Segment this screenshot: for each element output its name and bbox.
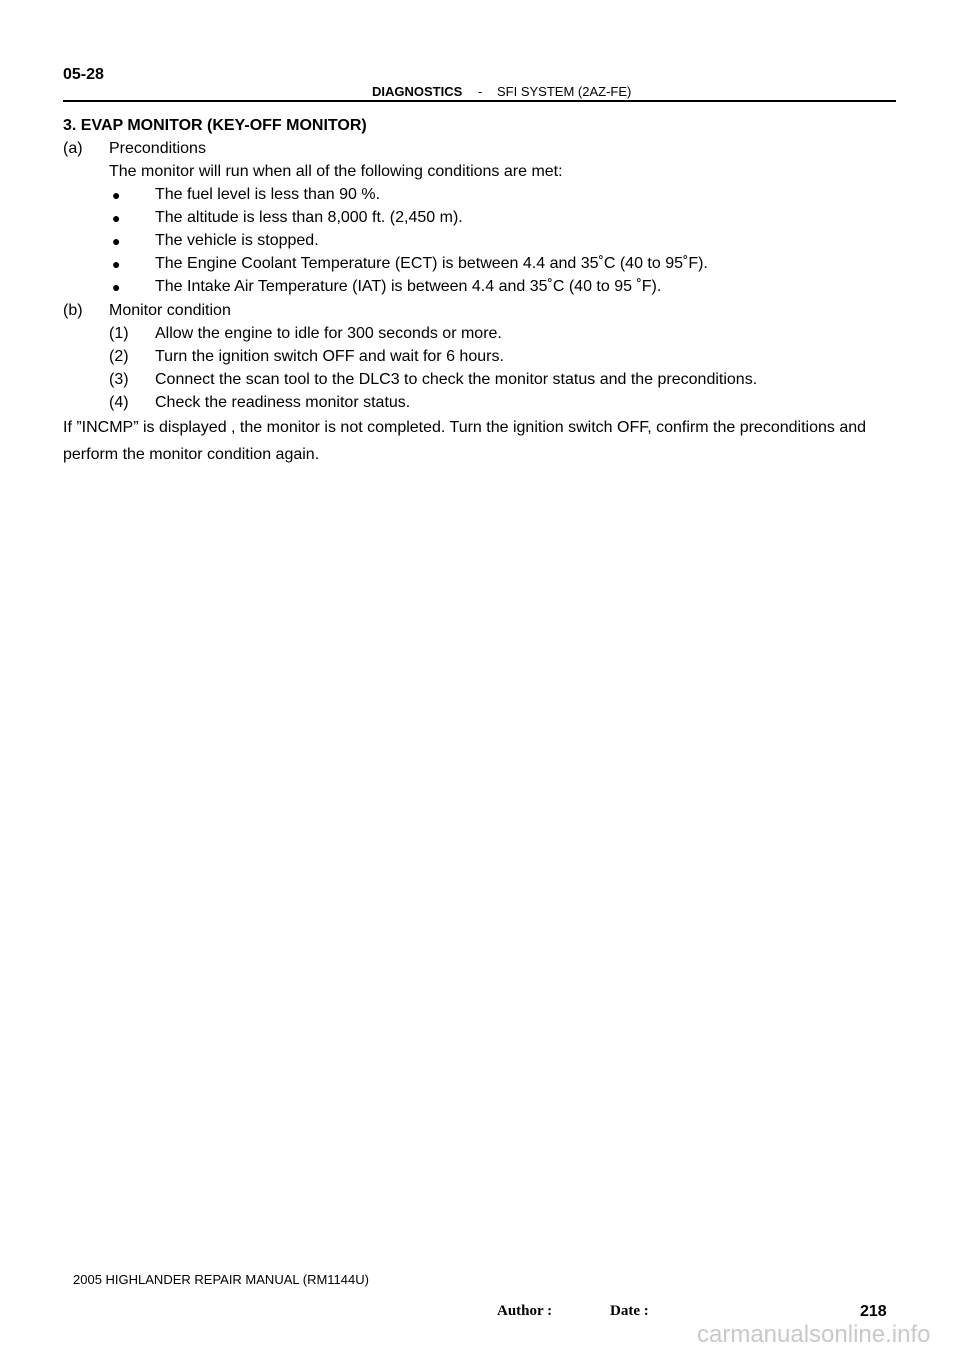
- header-section: DIAGNOSTICS: [372, 84, 463, 99]
- footer-date-label: Date :: [610, 1303, 649, 1319]
- step-text: Connect the scan tool to the DLC3 to check the monitor status and the preconditions.: [155, 371, 758, 388]
- item-a-row: [0, 140, 960, 162]
- closing-paragraph: If ”INCMP” is displayed , the monitor is not completed. Turn the ignition switch OFF, confirm the preconditions and perform the monitor condition again.: [63, 419, 867, 463]
- footer-page-number: 218: [860, 1303, 887, 1320]
- step-number: (3): [109, 371, 129, 388]
- bullet-icon: ●: [112, 279, 121, 295]
- step-item: [0, 348, 960, 370]
- bullet-icon: ●: [112, 210, 121, 226]
- footer-manual-title: 2005 HIGHLANDER REPAIR MANUAL (RM1144U): [73, 1272, 369, 1287]
- bullet-item: [0, 278, 960, 300]
- footer-author-label: Author :: [497, 1303, 553, 1319]
- header-rule: [63, 100, 896, 102]
- watermark: carmanualsonline.info: [697, 1321, 931, 1348]
- step-item: [0, 394, 960, 416]
- step-number: (4): [109, 394, 129, 411]
- bullet-item: [0, 255, 960, 277]
- bullet-icon: ●: [112, 233, 121, 249]
- bullet-text: The fuel level is less than 90 %.: [155, 186, 381, 203]
- item-b-title: Monitor condition: [109, 302, 231, 319]
- item-b-row: [0, 302, 960, 324]
- item-b-label: (b): [63, 302, 83, 319]
- item-a-label: (a): [63, 140, 83, 157]
- item-a-title: Preconditions: [109, 140, 206, 157]
- bullet-text: The Intake Air Temperature (IAT) is between 4.4 and 35˚C (40 to 95 ˚F).: [155, 278, 662, 295]
- step-text: Allow the engine to idle for 300 seconds or more.: [155, 325, 502, 342]
- bullet-item: [0, 186, 960, 208]
- step-number: (2): [109, 348, 129, 365]
- header-separator: -: [478, 84, 483, 99]
- step-text: Turn the ignition switch OFF and wait for 6 hours.: [155, 348, 504, 365]
- header-subsection: SFI SYSTEM (2AZ-FE): [497, 84, 632, 99]
- item-a-intro: The monitor will run when all of the following conditions are met:: [109, 163, 563, 180]
- section-heading: 3. EVAP MONITOR (KEY-OFF MONITOR): [63, 117, 367, 134]
- bullet-text: The Engine Coolant Temperature (ECT) is between 4.4 and 35˚C (40 to 95˚F).: [155, 255, 708, 272]
- step-item: [0, 325, 960, 347]
- bullet-item: [0, 209, 960, 231]
- step-text: Check the readiness monitor status.: [155, 394, 411, 411]
- bullet-text: The vehicle is stopped.: [155, 232, 319, 249]
- page-number: 05-28: [63, 66, 104, 83]
- bullet-item: [0, 232, 960, 254]
- step-number: (1): [109, 325, 129, 342]
- bullet-icon: ●: [112, 187, 121, 203]
- bullet-icon: ●: [112, 256, 121, 272]
- bullet-text: The altitude is less than 8,000 ft. (2,450 m).: [155, 209, 463, 226]
- step-item: [0, 371, 960, 393]
